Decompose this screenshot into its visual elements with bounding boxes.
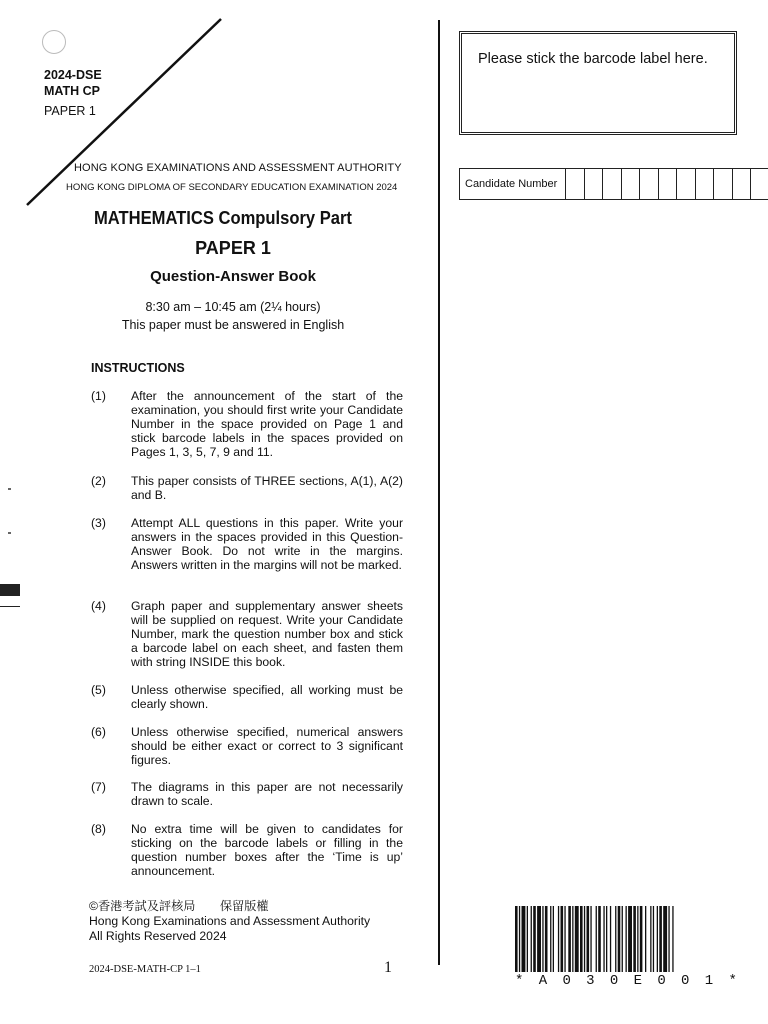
barcode-bar	[561, 906, 564, 972]
instruction-text: Unless otherwise specified, numerical answers should be either exact or correct to 3 significant figures.	[131, 725, 403, 767]
instruction-number: (6)	[91, 725, 106, 739]
instruction-item	[91, 474, 403, 502]
candidate-digit-cell	[751, 169, 768, 199]
paper-code-line2: MATH CP	[44, 84, 101, 98]
barcode-char: E	[633, 973, 642, 989]
barcode-bar	[542, 906, 543, 972]
instruction-text: Attempt ALL questions in this paper. Write your answers in the spaces provided in this Question-Answer Book. Do not write in the margins. Answers written in the margins will not be marked.	[131, 516, 403, 572]
barcode-bar	[622, 906, 623, 972]
instruction-item	[91, 389, 403, 459]
barcode-bar	[618, 906, 621, 972]
barcode-human-readable	[515, 973, 737, 989]
barcode-bar	[626, 906, 627, 972]
barcode-bar	[598, 906, 601, 972]
exam-name: HONG KONG DIPLOMA OF SECONDARY EDUCATION EXAMINATION 2024	[66, 182, 398, 193]
barcode-bar	[580, 906, 583, 972]
barcode-bar	[553, 906, 554, 972]
paper-code	[44, 67, 102, 99]
paper-number: PAPER 1	[44, 104, 96, 118]
scan-speck	[8, 488, 11, 490]
instruction-text: Unless otherwise specified, all working must be clearly shown.	[131, 683, 403, 711]
barcode-bar	[537, 906, 541, 972]
candidate-digit-cell	[622, 169, 641, 199]
barcode-bar	[584, 906, 585, 972]
barcode-bar	[596, 906, 597, 972]
instructions-heading: INSTRUCTIONS	[91, 361, 185, 375]
instruction-number: (3)	[91, 516, 106, 530]
instruction-text: The diagrams in this paper are not necessarily drawn to scale.	[131, 780, 403, 808]
barcode-bar	[550, 906, 551, 972]
barcode-bar	[628, 906, 632, 972]
instruction-text: This paper consists of THREE sections, A(1), A(2) and B.	[131, 474, 403, 502]
subject-title: MATHEMATICS Compulsory Part	[94, 208, 352, 228]
barcode-bar	[558, 906, 559, 972]
instruction-text: Graph paper and supplementary answer sheets will be supplied on request. Write your Candidate Number, mark the question number box and stick a barcode label on each sheet, and fasten them with string INSIDE this book.	[131, 599, 403, 669]
page-number: 1	[384, 959, 392, 976]
copyright-block	[89, 899, 370, 944]
instruction-number: (5)	[91, 683, 106, 697]
instruction-item	[91, 683, 403, 711]
barcode-bar	[572, 906, 573, 972]
barcode-bar	[672, 906, 673, 972]
barcode-bar	[650, 906, 651, 972]
instruction-number: (1)	[91, 389, 106, 403]
instruction-number: (4)	[91, 599, 106, 613]
candidate-digit-cell	[659, 169, 678, 199]
instruction-item	[91, 780, 403, 808]
barcode-label-text: Please stick the barcode label here.	[478, 51, 708, 67]
barcode-bar	[587, 906, 590, 972]
barcode-bar	[527, 906, 528, 972]
barcode-bar	[603, 906, 604, 972]
authority-name: HONG KONG EXAMINATIONS AND ASSESSMENT AUTHORITY	[74, 162, 402, 174]
scan-edge-mark	[0, 584, 20, 596]
barcode-bar	[653, 906, 654, 972]
copyright-line-authority: Hong Kong Examinations and Assessment Authority	[89, 914, 371, 928]
candidate-digit-cell	[696, 169, 715, 199]
barcode-bar	[519, 906, 520, 972]
barcode-bar	[515, 906, 518, 972]
scan-speck	[8, 532, 11, 534]
barcode-bar	[590, 906, 591, 972]
barcode-bar	[659, 906, 662, 972]
instruction-text: After the announcement of the start of the examination, you should first write your Candidate Number in the space provided on Page 1 and stick barcode labels in the spaces provided on Pages 1, 3, 5, 7, 9 and 11.	[131, 389, 403, 459]
candidate-digit-cell	[714, 169, 733, 199]
barcode-bar	[633, 906, 636, 972]
barcode-char: 0	[562, 973, 571, 989]
candidate-digit-cell	[677, 169, 696, 199]
scan-edge-line	[0, 606, 20, 607]
candidate-digit-cell	[566, 169, 585, 199]
paper-code-line1: 2024-DSE	[44, 68, 102, 82]
candidate-digit-cell	[733, 169, 752, 199]
barcode-bar	[545, 906, 548, 972]
instruction-number: (8)	[91, 822, 106, 836]
barcode-char: *	[515, 973, 524, 989]
barcode-bar	[637, 906, 638, 972]
candidate-digit-cell	[603, 169, 622, 199]
candidate-number-label: Candidate Number	[460, 169, 566, 199]
diagonal-line	[0, 0, 440, 240]
barcode-char: 0	[609, 973, 619, 989]
candidate-digit-cell	[585, 169, 604, 199]
instruction-text: No extra time will be given to candidates for sticking on the barcode labels or filling in the question number boxes after the ‘Time is up’ announcement.	[131, 822, 403, 878]
paper-title: PAPER 1	[195, 238, 271, 258]
instruction-item	[91, 599, 403, 669]
barcode-bar	[522, 906, 526, 972]
barcode-bar	[668, 906, 669, 972]
barcode-bar	[645, 906, 646, 972]
instruction-number: (2)	[91, 474, 106, 488]
candidate-number-box	[459, 168, 768, 200]
barcode-bar	[568, 906, 571, 972]
instruction-number: (7)	[91, 780, 106, 794]
instruction-item	[91, 822, 403, 878]
barcode-char: 0	[657, 973, 666, 989]
barcode-image	[515, 906, 737, 976]
column-divider	[438, 20, 440, 965]
barcode-bar	[615, 906, 616, 972]
book-title: Question-Answer Book	[150, 268, 316, 285]
candidate-digit-cell	[640, 169, 659, 199]
barcode-char: 0	[681, 973, 690, 989]
barcode-bar	[533, 906, 536, 972]
barcode-bar	[564, 906, 565, 972]
barcode-bar	[575, 906, 579, 972]
exam-time: 8:30 am – 10:45 am (2¼ hours)	[145, 300, 321, 314]
instruction-item	[91, 516, 403, 572]
language-note: This paper must be answered in English	[121, 318, 345, 332]
barcode-char: A	[538, 973, 548, 989]
barcode-bar	[606, 906, 607, 972]
barcode-bar	[663, 906, 667, 972]
barcode-bar	[531, 906, 532, 972]
barcode-char: 3	[586, 973, 595, 989]
barcode-char: *	[728, 973, 737, 989]
instruction-item	[91, 725, 403, 767]
copyright-line-rights: All Rights Reserved 2024	[89, 929, 227, 943]
barcode-bar	[640, 906, 643, 972]
barcode-bar	[610, 906, 611, 972]
footer-code: 2024-DSE-MATH-CP 1–1	[89, 964, 201, 975]
barcode-label-box	[459, 31, 737, 135]
barcode-char: 1	[704, 973, 714, 989]
copyright-line-chinese: ©香港考試及評核局 保留版權	[89, 899, 269, 913]
barcode-bar	[657, 906, 658, 972]
